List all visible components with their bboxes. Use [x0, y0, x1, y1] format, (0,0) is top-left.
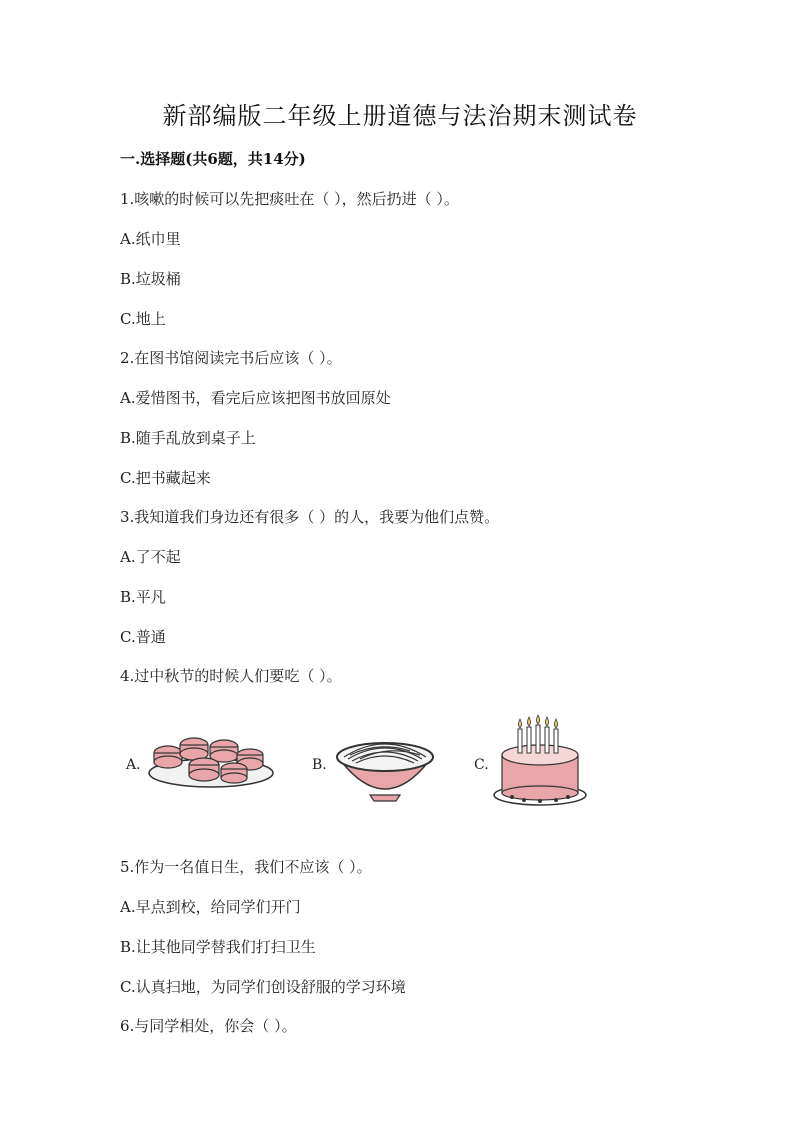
question-1-option-b: B.垃圾桶 [120, 270, 181, 288]
question-2: 2.在图书馆阅读完书后应该（ ）。 [120, 349, 342, 367]
question-1: 1.咳嗽的时候可以先把痰吐在（ ），然后扔进（ ）。 [120, 190, 459, 208]
noodle-bowl-icon [330, 721, 440, 803]
question-1-option-c: C.地上 [120, 310, 166, 328]
question-3-option-a: A.了不起 [120, 548, 181, 566]
question-5-option-b: B.让其他同学替我们打扫卫生 [120, 938, 316, 956]
question-6: 6.与同学相处，你会（ ）。 [120, 1017, 297, 1035]
question-4: 4.过中秋节的时候人们要吃（ ）。 [120, 667, 342, 685]
picture-option-b-label: B. [312, 757, 327, 773]
question-1-option-a: A.纸巾里 [120, 230, 181, 248]
picture-options [120, 715, 600, 815]
birthday-cake-icon [490, 707, 590, 811]
section-heading: 一.选择题(共6题，共14分) [120, 150, 306, 168]
mooncakes-plate-icon [146, 725, 276, 795]
question-3: 3.我知道我们身边还有很多（ ）的人，我要为他们点赞。 [120, 508, 500, 526]
question-2-option-b: B.随手乱放到桌子上 [120, 429, 256, 447]
page-title: 新部编版二年级上册道德与法治期末测试卷 [162, 102, 638, 130]
picture-option-c-label: C. [474, 757, 489, 773]
picture-option-a-label: A. [126, 757, 141, 773]
question-5-option-c: C.认真扫地，为同学们创设舒服的学习环境 [120, 978, 406, 996]
question-3-option-c: C.普通 [120, 628, 166, 646]
question-2-option-c: C.把书藏起来 [120, 469, 211, 487]
question-2-option-a: A.爱惜图书，看完后应该把图书放回原处 [120, 389, 391, 407]
question-3-option-b: B.平凡 [120, 588, 166, 606]
question-5: 5.作为一名值日生，我们不应该（ ）。 [120, 858, 372, 876]
question-5-option-a: A.早点到校，给同学们开门 [120, 898, 301, 916]
